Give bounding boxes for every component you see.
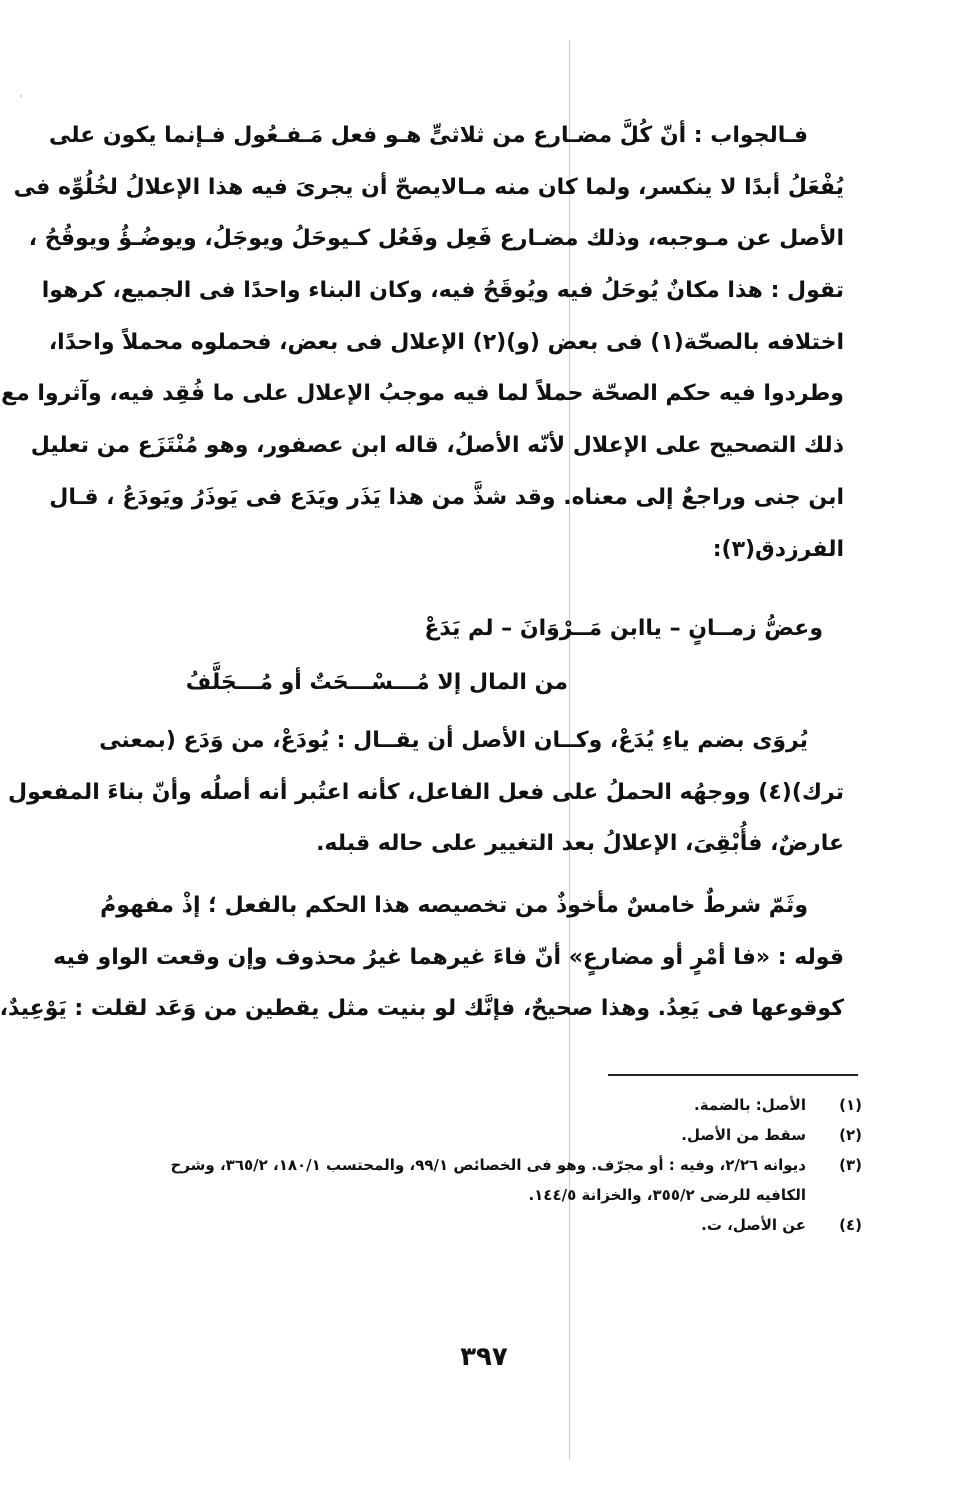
footnote-number: (٢)	[839, 1126, 862, 1144]
text-line: ذلك التصحيح على الإعلال لأنّه الأصلُ، قاله ابن عصفور، وهو مُنْتَزَع من تعليل	[30, 433, 844, 459]
footnote-number: (٣)	[839, 1156, 862, 1174]
text-line: قوله : «فا أمْرٍ أو مضارعٍ» أنّ فاءَ غيرهما غيرُ محذوف وإن وقعت الواو فيه	[53, 944, 844, 970]
footnote-text: سقط من الأصل.	[681, 1126, 806, 1144]
poetry-verse-second-hemistich: من المال إلا مُـــسْـــحَتٌ أو مُـــجَلَّفُ	[185, 670, 568, 695]
footnote-item	[150, 1210, 862, 1240]
text-line: وطردوا فيه حكم الصحّة حملاً لما فيه موجبُ الإعلال على ما فُقِد فيه، وآثروا مع	[1, 381, 844, 407]
text-line: كوقوعها فى يَعِدُ. وهذا صحيحٌ، فإنَّك لو بنيت مثل يقطين من وَعَد لقلت : يَوْعِيدٌ،	[0, 996, 844, 1022]
text-line: ترك)(٤) ووجهُه الحملُ على فعل الفاعل، كأنه اعتُبر أنه أصلُه وأنّ بناءَ المفعول	[8, 779, 844, 805]
footnote-text-block	[150, 1150, 806, 1210]
text-line: تقول : هذا مكانٌ يُوحَلُ فيه ويُوقَحُ فيه، وكان البناء واحدًا فى الجميع، كرهوا	[41, 278, 844, 304]
text-line: اختلافه بالصحّة(١) فى بعض (و)(٢) الإعلال فى بعض، فحملوه محملاً واحدًا،	[48, 329, 844, 355]
text-line: وثَمّ شرطٌ خامسٌ مأخوذٌ من تخصيصه هذا الحكم بالفعل ؛ إذْ مفهومُ	[100, 893, 808, 918]
text-line: يُفْعَلُ أبدًا لا ينكسر، ولما كان منه مـالايصحّ أن يجرىَ فيه هذا الإعلالُ لخُلُوِّه فى	[13, 174, 844, 200]
footnotes-section	[150, 1090, 862, 1240]
paragraph-after-verse	[8, 715, 844, 870]
text-line: ابن جنى وراجعٌ إلى معناه. وقد شذَّ من هذا يَذَر ويَدَع فى يَوذَرُ ويَودَعُ ، قـال	[49, 484, 844, 510]
footnote-item	[150, 1120, 862, 1150]
text-line: الأصل عن مـوجبه، وذلك مضـارع فَعِل وفَعُل كـيوحَلُ ويوجَلُ، ويوضُـؤُ ويوقُحُ ،	[28, 226, 844, 252]
page-number: ٣٩٧	[460, 1342, 508, 1372]
footnote-text-continued: الكافيه للرضى ٣٥٥/٢، والخزانة ١٤٤/٥.	[528, 1186, 806, 1204]
paragraph-fifth-condition	[0, 880, 844, 1035]
footnote-text: عن الأصل، ت.	[701, 1216, 806, 1234]
footnote-item	[150, 1150, 862, 1210]
poetry-verse-first-hemistich: وعضُّ زمــانٍ – ياابن مَــرْوَانَ – لم يَدَعْ	[424, 616, 823, 641]
footnote-text: ديوانه ٢/٢٦، وفيه : أو مجرّف. وهو فى الخصائص ٩٩/١، والمحتسب ١٨٠/١، ٣٦٥/٢، وشرح	[170, 1156, 806, 1174]
main-paragraph	[1, 110, 844, 575]
footnote-text: الأصل: بالضمة.	[694, 1096, 806, 1114]
text-line: يُروَى بضم ياءِ يُدَعْ، وكــان الأصل أن يقــال : يُودَعْ، من وَدَع (بمعنى	[99, 728, 808, 753]
footnote-number: (١)	[839, 1096, 862, 1114]
scan-speck	[20, 95, 22, 97]
text-line: فـالجواب : أنّ كُلَّ مضـارع من ثلاثىٍّ هـو فعل مَـفـعُول فـإنما يكون على	[48, 123, 808, 148]
footnote-separator	[608, 1074, 858, 1076]
footnote-number: (٤)	[839, 1216, 862, 1234]
text-line: الفرزدق(٣):	[712, 536, 844, 562]
footnote-item	[150, 1090, 862, 1120]
text-line: عارضٌ، فأُبْقِىَ، الإعلالُ بعد التغيير على حاله قبله.	[316, 831, 844, 857]
